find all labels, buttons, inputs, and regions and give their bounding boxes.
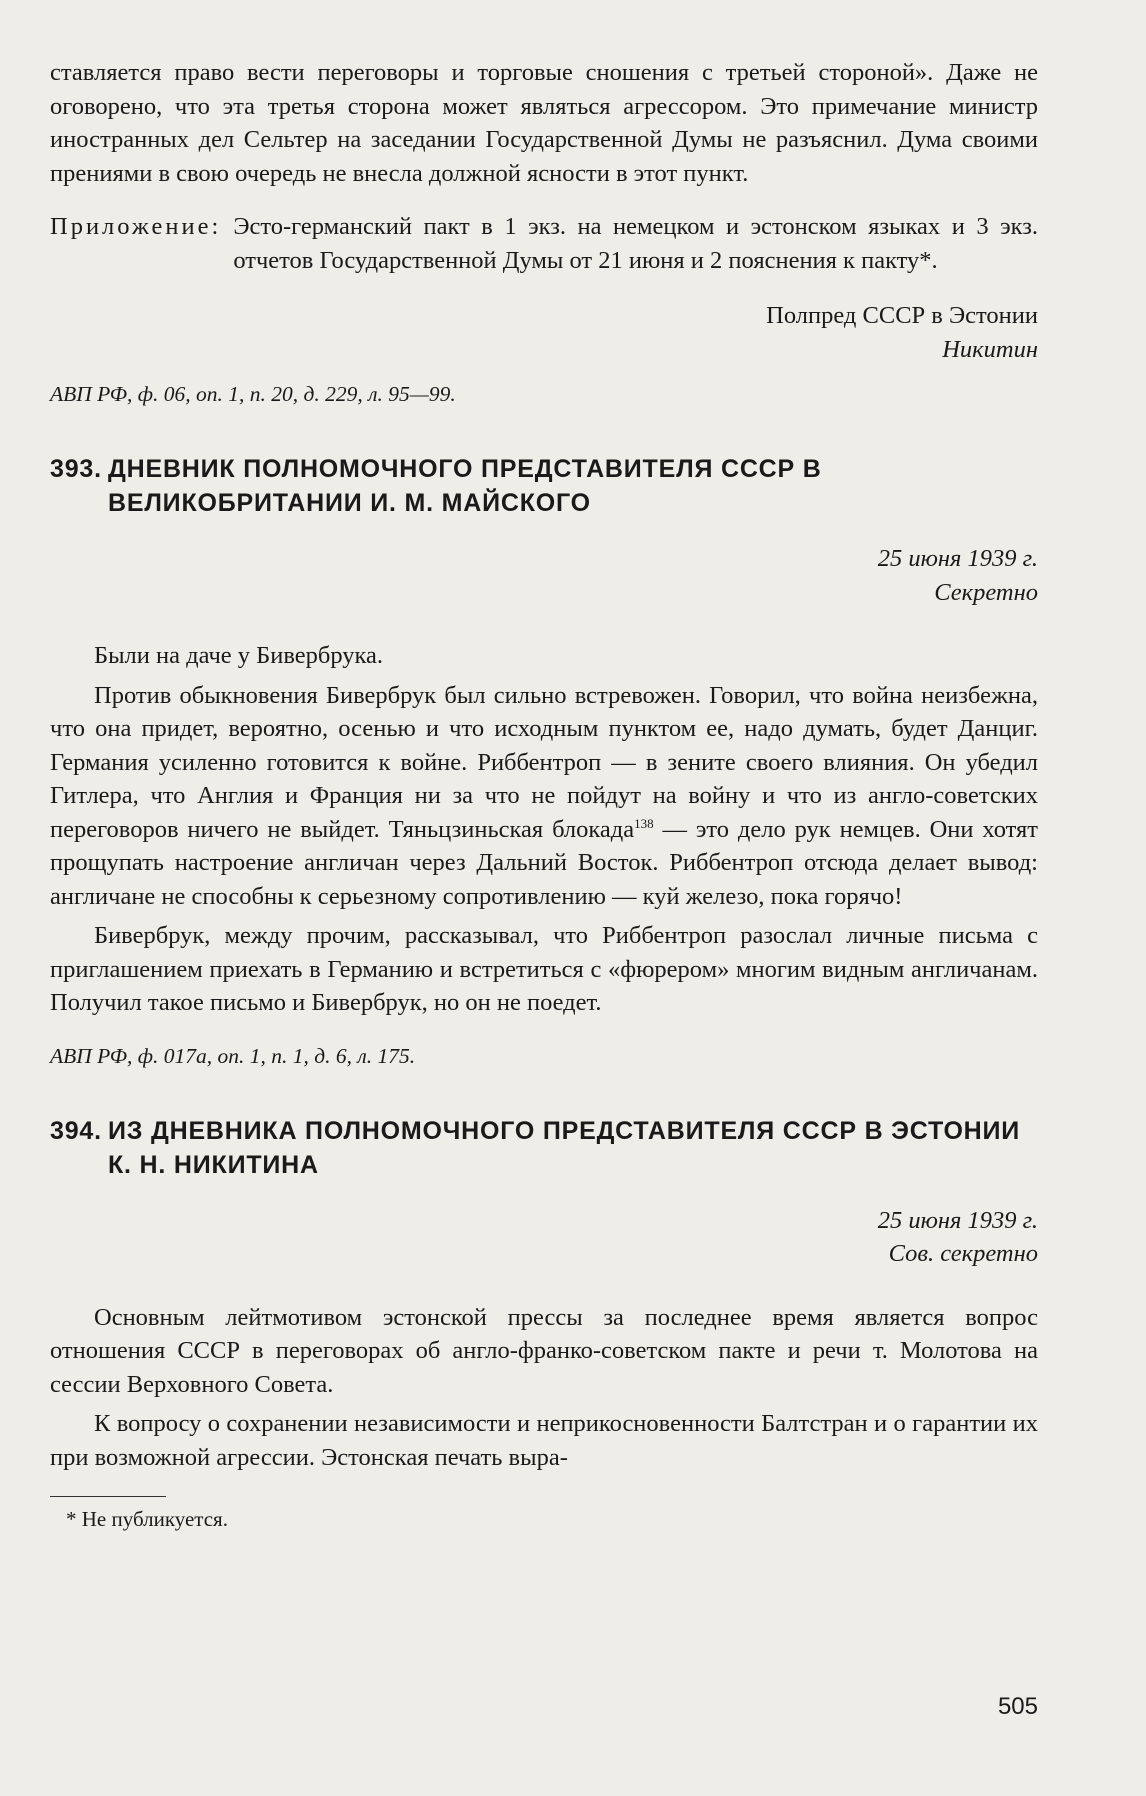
doc-394-heading — [50, 1114, 1038, 1182]
doc-393-number: 393. — [50, 455, 102, 483]
page-number: 505 — [997, 1693, 1038, 1720]
appendix-label: Приложение: — [50, 213, 222, 240]
doc-394-body — [50, 1301, 1038, 1475]
footnote: * Не публикуется. — [66, 1507, 228, 1531]
appendix-text: Эсто-германский пакт в 1 экз. на немецком и эстонском языках и 3 экз. отчетов Государственной Думы от 21 июня и 2 пояснения к пакту*. — [233, 213, 1038, 274]
signature-position: Полпред СССР в Эстонии — [766, 302, 1038, 329]
doc-393-paragraph-2-part-a: Против обыкновения Бивербрук был сильно встревожен. Говорил, что война неизбежна, что она придет, вероятно, осенью и что исходным пунктом ее, надо думать, будет Данциг. Германия усиленно готовится к войне. Риббентроп — в зените своего влияния. Он убедил Гитлера, что Англия и Франция ни за что не пойдут на войну и что из англо-советских переговоров ничего не выйдет. Тяньцзиньская блокада — [50, 681, 1038, 843]
appendix-block — [50, 210, 1038, 277]
footnote-ref-138: 138 — [634, 815, 654, 831]
doc-394-title: ИЗ ДНЕВНИКА ПОЛНОМОЧНОГО ПРЕДСТАВИТЕЛЯ СССР В ЭСТОНИИ К. Н. НИКИТИНА — [108, 1116, 1021, 1179]
doc-393-paragraph-2-part-b: — это дело рук немцев. Они хотят прощупать настроение англичан через Дальний Восток. Риббентроп отсюда делает вывод: англичане не способны к серьезному сопротивлению — куй железо, пока горячо! — [50, 815, 1039, 910]
doc-393-paragraph-2 — [50, 679, 1038, 914]
doc-394-date: 25 июня 1939 г. — [877, 1206, 1038, 1234]
doc-394-paragraph-1: Основным лейтмотивом эстонской прессы за последнее время является вопрос отношения СССР в переговорах об англо-франко-советском пакте и речи т. Молотова на сессии Верховного Совета. — [50, 1303, 1038, 1398]
doc-394-secrecy: Сов. секретно — [888, 1240, 1038, 1267]
doc-393-title: ДНЕВНИК ПОЛНОМОЧНОГО ПРЕДСТАВИТЕЛЯ СССР В ВЕЛИКОБРИТАНИИ И. М. МАЙСКОГО — [108, 455, 822, 517]
archive-source-2: АВП РФ, ф. 017а, оп. 1, п. 1, д. 6, л. 175. — [50, 1043, 416, 1068]
doc-393-secrecy: Секретно — [934, 578, 1038, 606]
doc-393-paragraph-3: Бивербрук, между прочим, рассказывал, что Риббентроп разослал личные письма с приглашением приехать в Германию и встретиться с «фюрером» многим видным англичанам. Получил такое письмо и Бивербрук, но он не поедет. — [50, 922, 1038, 1016]
doc-393-heading — [50, 452, 1038, 520]
doc-393-dateline — [50, 542, 1038, 609]
doc-393-paragraph-1: Были на даче у Бивербрука. — [94, 642, 384, 669]
doc-394-paragraph-2: К вопросу о сохранении независимости и неприкосновенности Балтстран и о гарантии их при возможной агрессии. Эстонская печать выра- — [50, 1410, 1038, 1471]
archive-source-1: АВП РФ, ф. 06, оп. 1, п. 20, д. 229, л. 95—99. — [50, 382, 456, 406]
footnote-divider — [50, 1496, 166, 1497]
signature-name: Никитин — [942, 335, 1038, 363]
intro-paragraph: ставляется право вести переговоры и торговые сношения с третьей стороной». Даже не оговорено, что эта третья сторона может являться агрессором. Это примечание министр иностранных дел Сельтер на заседании Государственной Думы не разъяснил. Дума своими прениями в свою очередь не внесла должной ясности в этот пункт. — [50, 59, 1038, 187]
doc-394-dateline — [50, 1204, 1038, 1271]
doc-393-date: 25 июня 1939 г. — [877, 545, 1038, 572]
doc-393-body — [50, 639, 1038, 1020]
doc-394-number: 394. — [50, 1116, 102, 1145]
